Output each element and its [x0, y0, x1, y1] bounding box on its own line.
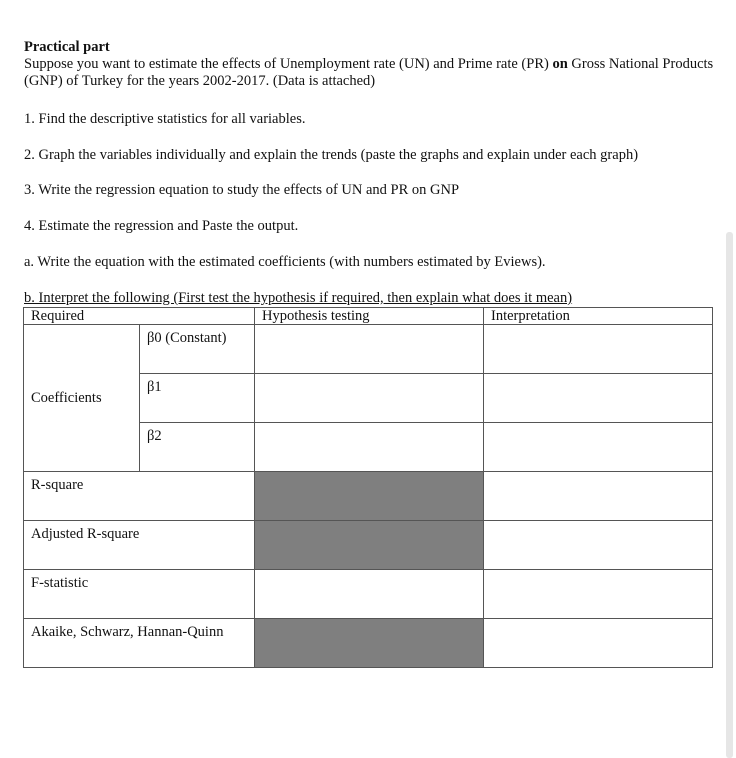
table-row-adjusted-r-square [24, 521, 713, 570]
beta0-interpretation-cell [484, 325, 713, 374]
information-criteria-hypothesis-shaded [255, 619, 484, 668]
question-4a: a. Write the equation with the estimated coefficients (with numbers estimated by Eviews). [24, 254, 546, 270]
header-interpretation: Interpretation [484, 308, 713, 325]
beta0-hypothesis-cell [255, 325, 484, 374]
beta2-label [140, 423, 255, 472]
intro-text-2: Gross National Products (GNP) of Turkey for the years 2002-2017. (Data is attached) [24, 56, 714, 89]
question-3: 3. Write the regression equation to study the effects of UN and PR on GNP [24, 182, 460, 198]
f-statistic-label [24, 570, 255, 619]
vertical-scrollbar[interactable] [726, 232, 733, 758]
beta0-label [140, 325, 255, 374]
information-criteria-label [24, 619, 255, 668]
adjusted-r-square-label [24, 521, 255, 570]
question-4: 4. Estimate the regression and Paste the output. [24, 218, 299, 234]
information-criteria-text: Akaike, Schwarz, Hannan-Quinn [31, 624, 224, 640]
intro-bold-word: on [552, 56, 568, 72]
beta2-interpretation-cell [484, 423, 713, 472]
r-square-hypothesis-shaded [255, 472, 484, 521]
table-row-information-criteria [24, 619, 713, 668]
beta1-hypothesis-cell [255, 374, 484, 423]
table-row-r-square [24, 472, 713, 521]
beta1-label [140, 374, 255, 423]
header-hypothesis-testing: Hypothesis testing [255, 308, 484, 325]
header-required: Required [24, 308, 255, 325]
adjusted-r-square-hypothesis-shaded [255, 521, 484, 570]
table-row-f-statistic [24, 570, 713, 619]
f-statistic-text: F-statistic [31, 575, 89, 591]
intro-text-1: Suppose you want to estimate the effects of Unemployment rate (UN) and Prime rate (PR) [24, 56, 553, 72]
r-square-label [24, 472, 255, 521]
beta1-interpretation-cell [484, 374, 713, 423]
section-heading: Practical part [24, 39, 110, 55]
question-2: 2. Graph the variables individually and explain the trends (paste the graphs and explain under each graph) [24, 147, 639, 163]
table-header-row [24, 308, 713, 325]
question-4b: b. Interpret the following (First test the hypothesis if required, then explain what does it mean) [24, 290, 573, 306]
f-statistic-hypothesis-cell [255, 570, 484, 619]
adjusted-r-square-text: Adjusted R-square [31, 526, 140, 542]
beta2-text: β2 [147, 428, 162, 444]
question-1: 1. Find the descriptive statistics for all variables. [24, 111, 306, 127]
intro-paragraph [24, 56, 724, 90]
interpretation-table [23, 307, 713, 668]
r-square-interpretation-cell [484, 472, 713, 521]
coefficients-label [24, 325, 140, 472]
coefficients-label-text: Coefficients [31, 389, 102, 406]
r-square-text: R-square [31, 477, 84, 493]
adjusted-r-square-interpretation-cell [484, 521, 713, 570]
table-row-beta0 [24, 325, 713, 374]
f-statistic-interpretation-cell [484, 570, 713, 619]
beta0-text: β0 (Constant) [147, 330, 227, 346]
beta1-text: β1 [147, 379, 162, 395]
information-criteria-interpretation-cell [484, 619, 713, 668]
beta2-hypothesis-cell [255, 423, 484, 472]
